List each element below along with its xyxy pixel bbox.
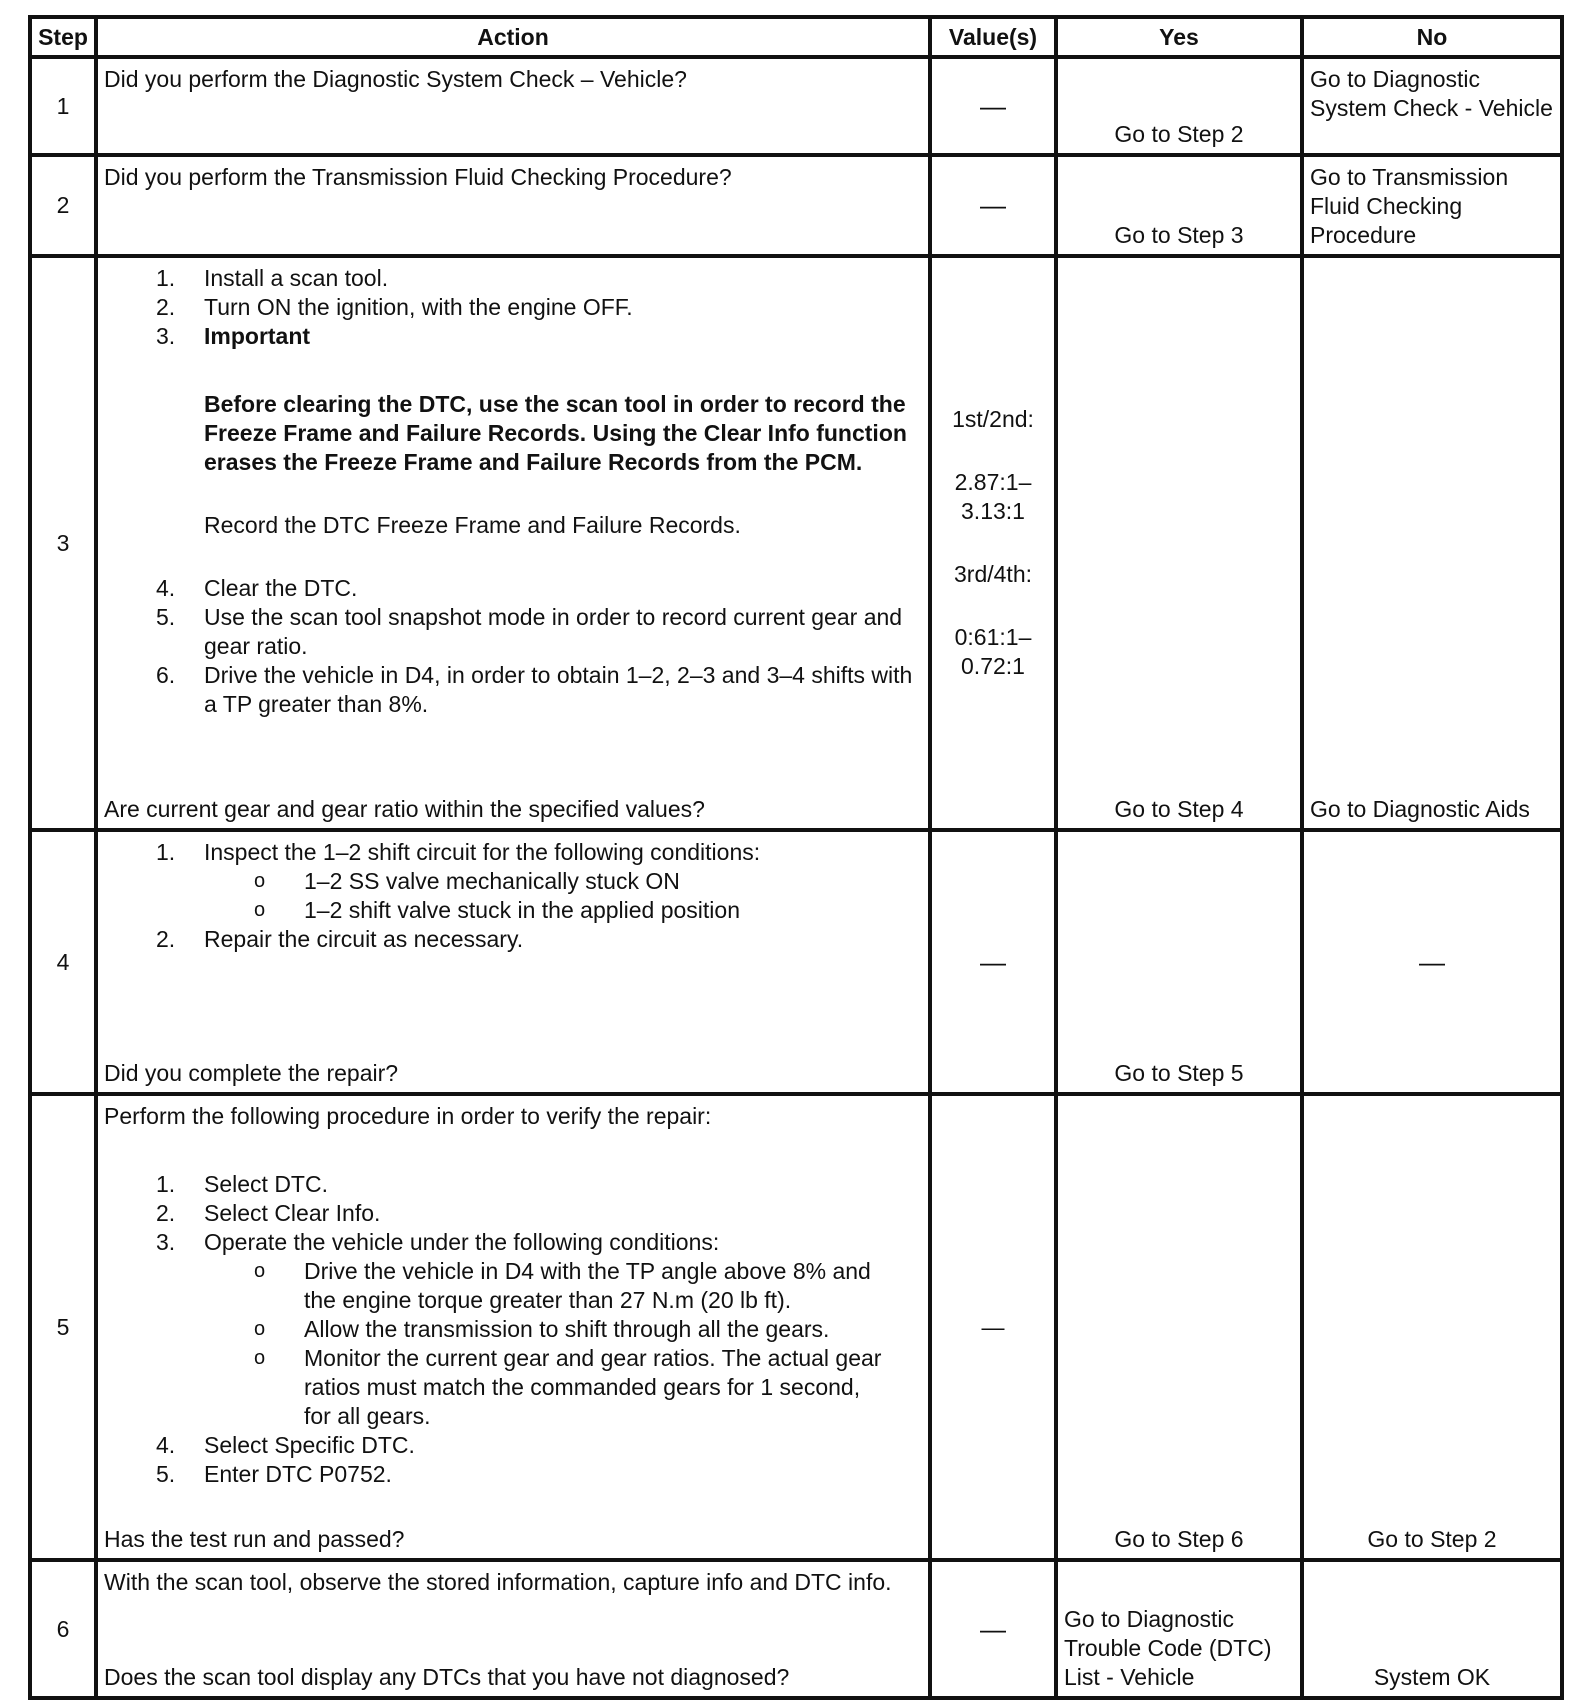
list-item: 3. Operate the vehicle under the following conditions: o Drive the vehicle in D4 with the TP angle above 8% and the engine torque greater than 27 N.m (20 lb ft). o Allow the transmission to shift through all the gears. o Monitor the current gear and gear ratios. The actual gear ratios must match the commanded gears for 1 second, for all gears.: [104, 1228, 922, 1431]
step-number: 4: [30, 830, 96, 1094]
table-row: [30, 155, 1562, 256]
value-cell: —: [930, 830, 1056, 1094]
value-cell: —: [930, 1094, 1056, 1560]
table-row: [30, 830, 1562, 1094]
sub-item: o Drive the vehicle in D4 with the TP angle above 8% and the engine torque greater than 27 N.m (20 lb ft).: [254, 1258, 871, 1313]
yes-cell: Go to Step 6: [1056, 1094, 1302, 1560]
sub-item: o 1–2 shift valve stuck in the applied position: [254, 897, 740, 923]
yes-cell: Go to Step 5: [1056, 830, 1302, 1094]
no-cell: Go to Diagnostic System Check - Vehicle: [1302, 57, 1562, 155]
step-list: [104, 838, 922, 954]
action-cell: Did you perform the Diagnostic System Check – Vehicle?: [96, 57, 930, 155]
step-number: 2: [30, 155, 96, 256]
step-number: 3: [30, 256, 96, 830]
yes-cell: Go to Step 3: [1056, 155, 1302, 256]
no-cell: Go to Step 2: [1302, 1094, 1562, 1560]
value-range-1: 2.87:1–3.13:1: [954, 469, 1032, 524]
list-item: 4. Select Specific DTC.: [156, 1432, 415, 1458]
record-note: Record the DTC Freeze Frame and Failure Records.: [204, 512, 741, 538]
list-item: 2. Select Clear Info.: [156, 1200, 381, 1226]
list-item: 4. Clear the DTC.: [156, 575, 358, 601]
important-label: Important: [204, 323, 311, 349]
value-cell: —: [930, 1560, 1056, 1698]
step-list: [104, 1170, 922, 1489]
question: Are current gear and gear ratio within the specified values?: [104, 796, 705, 822]
question: Has the test run and passed?: [104, 1526, 405, 1552]
sub-list: [104, 1257, 922, 1431]
action-cell: [96, 830, 930, 1094]
value-range-2: 0:61:1–0.72:1: [954, 624, 1032, 679]
important-note: Before clearing the DTC, use the scan tool in order to record the Freeze Frame and Failure Records. Using the Clear Info function erases the Freeze Frame and Failure Records from the PCM.: [204, 391, 907, 475]
no-cell: Go to Transmission Fluid Checking Procedure: [1302, 155, 1562, 256]
no-cell: —: [1302, 830, 1562, 1094]
table-row: [30, 57, 1562, 155]
list-item: 1. Inspect the 1–2 shift circuit for the following conditions: o 1–2 SS valve mechanically stuck ON o 1–2 shift valve stuck in the applied position: [104, 838, 922, 925]
value-cell: —: [930, 155, 1056, 256]
action-text: With the scan tool, observe the stored information, capture info and DTC info.: [104, 1569, 892, 1595]
list-item: 6. Drive the vehicle in D4, in order to obtain 1–2, 2–3 and 3–4 shifts with a TP greater than 8%.: [156, 662, 913, 717]
table-row: [30, 1094, 1562, 1560]
action-cell: [96, 256, 930, 830]
sub-item: o Monitor the current gear and gear ratios. The actual gear ratios must match the commanded gears for 1 second, for all gears.: [254, 1345, 882, 1429]
list-item: 1. Select DTC.: [156, 1171, 328, 1197]
value-label-2: 3rd/4th:: [954, 561, 1032, 587]
value-label-1: 1st/2nd:: [952, 406, 1034, 432]
action-cell: [96, 1094, 930, 1560]
header-yes: Yes: [1056, 17, 1302, 57]
sub-item: o 1–2 SS valve mechanically stuck ON: [254, 868, 680, 894]
step-number: 5: [30, 1094, 96, 1560]
list-item: 5. Enter DTC P0752.: [156, 1461, 392, 1487]
header-action: Action: [96, 17, 930, 57]
intro-text: Perform the following procedure in order to verify the repair:: [104, 1103, 712, 1129]
action-cell: [96, 1560, 930, 1698]
question: Did you complete the repair?: [104, 1060, 399, 1086]
step-number: 6: [30, 1560, 96, 1698]
diagnostic-table: [28, 15, 1564, 1700]
value-cell: [930, 256, 1056, 830]
value-cell: —: [930, 57, 1056, 155]
no-cell: Go to Diagnostic Aids: [1302, 256, 1562, 830]
table-row: [30, 256, 1562, 830]
sub-item: o Allow the transmission to shift through all the gears.: [254, 1316, 830, 1342]
step-number: 1: [30, 57, 96, 155]
yes-cell: Go to Diagnostic Trouble Code (DTC) List - Vehicle: [1056, 1560, 1302, 1698]
action-cell: Did you perform the Transmission Fluid Checking Procedure?: [96, 155, 930, 256]
list-item: 2. Turn ON the ignition, with the engine OFF.: [156, 294, 633, 320]
yes-cell: Go to Step 2: [1056, 57, 1302, 155]
list-item: 5. Use the scan tool snapshot mode in order to record current gear and gear ratio.: [156, 604, 903, 659]
question: Does the scan tool display any DTCs that you have not diagnosed?: [104, 1664, 790, 1690]
no-cell: System OK: [1302, 1560, 1562, 1698]
yes-cell: Go to Step 4: [1056, 256, 1302, 830]
sub-list: [104, 867, 922, 925]
step-list: [104, 264, 922, 719]
header-step: Step: [30, 17, 96, 57]
list-item: 1. Install a scan tool.: [156, 265, 389, 291]
table-row: [30, 1560, 1562, 1698]
header-row: [30, 17, 1562, 57]
list-item: 2. Repair the circuit as necessary.: [156, 926, 524, 952]
header-values: Value(s): [930, 17, 1056, 57]
list-item: 3. Important Before clearing the DTC, use the scan tool in order to record the Freeze Frame and Failure Records. Using the Clear Info function erases the Freeze Frame and Failure Records from the PCM. Record the DTC Freeze Frame and Failure Records.: [104, 322, 922, 540]
header-no: No: [1302, 17, 1562, 57]
